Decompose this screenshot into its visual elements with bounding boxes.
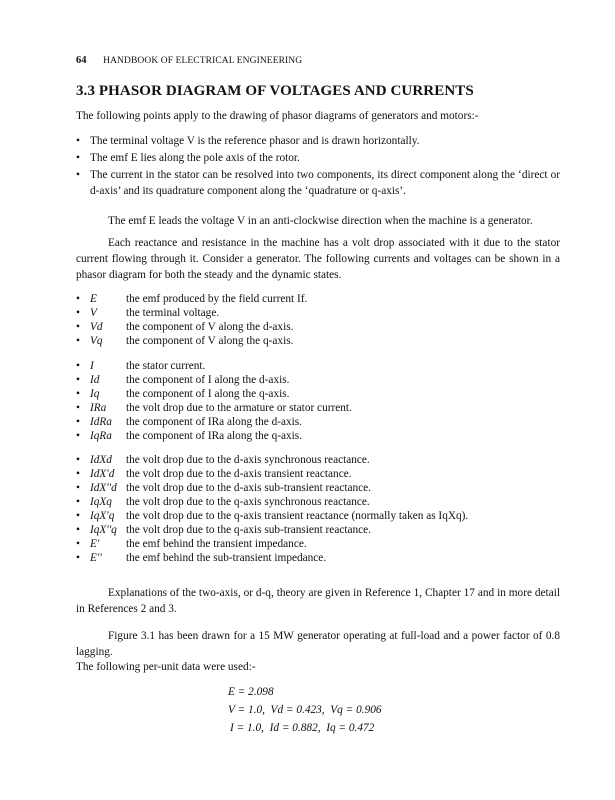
- bullet-icon: •: [76, 321, 80, 333]
- symbol-description: the stator current.: [126, 360, 206, 372]
- bullet-icon: •: [76, 454, 80, 466]
- symbol-description: the volt drop due to the q-axis sub-transient reactance.: [126, 524, 371, 536]
- bullet-text: The current in the stator can be resolved into two components, its direct component along the ‘direct or d-axis’ and its quadrature component along the ‘quadrature or q-axis’.: [90, 169, 560, 197]
- symbol: Vd: [90, 321, 103, 333]
- symbol-row: [76, 429, 560, 443]
- bullet-item: [76, 167, 560, 199]
- paragraph-emf-leads: The emf E leads the voltage V in an anti-clockwise direction when the machine is a generator.: [108, 215, 533, 227]
- symbol-description: the component of I along the q-axis.: [126, 388, 290, 400]
- symbol-row: [76, 359, 560, 373]
- bullet-text: The terminal voltage V is the reference phasor and is drawn horizontally.: [90, 135, 420, 147]
- symbol-row: [76, 306, 560, 320]
- bullet-icon: •: [76, 307, 80, 319]
- symbol-description: the volt drop due to the d-axis synchronous reactance.: [126, 454, 370, 466]
- symbol-description: the emf produced by the field current If.: [126, 293, 308, 305]
- bullet-icon: •: [76, 468, 80, 480]
- symbol: Id: [90, 374, 100, 386]
- bullet-icon: •: [76, 496, 80, 508]
- symbol-description: the component of IRa along the q-axis.: [126, 430, 302, 442]
- running-title: HANDBOOK OF ELECTRICAL ENGINEERING: [103, 56, 303, 66]
- symbol: E: [90, 293, 97, 305]
- symbol-description: the component of IRa along the d-axis.: [126, 416, 302, 428]
- symbol-description: the volt drop due to the q-axis transient reactance (normally taken as IqXq).: [126, 510, 469, 522]
- symbol-row: [76, 373, 560, 387]
- bullet-icon: •: [76, 524, 80, 536]
- symbol-description: the emf behind the sub-transient impedance.: [126, 552, 327, 564]
- symbol: IqX'q: [90, 510, 115, 522]
- symbol-row: [76, 401, 560, 415]
- symbol-description: the volt drop due to the armature or stator current.: [126, 402, 352, 414]
- symbol-row: [76, 467, 560, 481]
- symbol-description: the volt drop due to the q-axis synchronous reactance.: [126, 496, 370, 508]
- symbol: IdXd: [90, 454, 112, 466]
- symbol-description: the emf behind the transient impedance.: [126, 538, 307, 550]
- symbol: E'': [90, 552, 102, 564]
- bullet-icon: •: [76, 135, 80, 147]
- bullet-icon: •: [76, 538, 80, 550]
- bullet-item: [76, 150, 560, 166]
- symbol-row: [76, 387, 560, 401]
- paragraph-figure: Figure 3.1 has been drawn for a 15 MW generator operating at full-load and a power factor of 0.8 lagging.: [76, 630, 560, 658]
- bullet-icon: •: [76, 552, 80, 564]
- bullet-icon: •: [76, 169, 80, 181]
- symbol-row: [76, 415, 560, 429]
- equation-line: E = 2.098: [228, 686, 274, 698]
- symbol-row: [76, 292, 560, 306]
- symbol: V: [90, 307, 97, 319]
- bullet-text: The emf E lies along the pole axis of the rotor.: [90, 152, 300, 164]
- symbol-description: the component of I along the d-axis.: [126, 374, 290, 386]
- page-number: 64: [76, 55, 87, 66]
- bullet-icon: •: [76, 335, 80, 347]
- bullet-icon: •: [76, 388, 80, 400]
- equation-line: I = 1.0, Id = 0.882, Iq = 0.472: [230, 722, 375, 734]
- bullet-icon: •: [76, 152, 80, 164]
- bullet-icon: •: [76, 416, 80, 428]
- symbol: IRa: [90, 402, 107, 414]
- symbol-row: [76, 481, 560, 495]
- symbol-description: the volt drop due to the d-axis sub-transient reactance.: [126, 482, 371, 494]
- symbol: E': [90, 538, 100, 550]
- symbol-description: the component of V along the q-axis.: [126, 335, 294, 347]
- symbol-row: [76, 334, 560, 348]
- bullet-icon: •: [76, 293, 80, 305]
- symbol: I: [90, 360, 94, 372]
- bullet-icon: •: [76, 430, 80, 442]
- paragraph-reactance: Each reactance and resistance in the machine has a volt drop associated with it due to the stator current flowing through it. Consider a generator. The following currents and voltages can be shown in a phasor diagram for both the steady and the dynamic states.: [76, 237, 560, 281]
- symbol: IdRa: [90, 416, 112, 428]
- paragraph-references: Explanations of the two-axis, or d-q, theory are given in Reference 1, Chapter 17 and in more detail in References 2 and 3.: [76, 587, 560, 615]
- symbol-row: [76, 320, 560, 334]
- equation-line: V = 1.0, Vd = 0.423, Vq = 0.906: [228, 704, 382, 716]
- bullet-icon: •: [76, 402, 80, 414]
- intro-paragraph: The following points apply to the drawing of phasor diagrams of generators and motors:-: [76, 110, 479, 122]
- symbol: IqXq: [90, 496, 112, 508]
- symbol-row: [76, 537, 560, 551]
- symbol-description: the terminal voltage.: [126, 307, 220, 319]
- symbol: IqX''q: [90, 524, 117, 536]
- paragraph-data-intro: The following per-unit data were used:-: [76, 661, 256, 673]
- bullet-icon: •: [76, 374, 80, 386]
- symbol-row: [76, 495, 560, 509]
- symbol: IqRa: [90, 430, 112, 442]
- symbol-row: [76, 551, 560, 565]
- symbol-row: [76, 453, 560, 467]
- symbol: IdX'd: [90, 468, 115, 480]
- bullet-item: [76, 133, 560, 149]
- symbol-row: [76, 509, 560, 523]
- symbol: Iq: [90, 388, 100, 400]
- bullet-icon: •: [76, 510, 80, 522]
- running-header: [76, 55, 302, 66]
- bullet-icon: •: [76, 482, 80, 494]
- symbol-row: [76, 523, 560, 537]
- symbol: Vq: [90, 335, 103, 347]
- section-title: 3.3 PHASOR DIAGRAM OF VOLTAGES AND CURRENTS: [76, 83, 474, 99]
- symbol: IdX''d: [90, 482, 117, 494]
- symbol-description: the component of V along the d-axis.: [126, 321, 294, 333]
- bullet-icon: •: [76, 360, 80, 372]
- symbol-description: the volt drop due to the d-axis transient reactance.: [126, 468, 352, 480]
